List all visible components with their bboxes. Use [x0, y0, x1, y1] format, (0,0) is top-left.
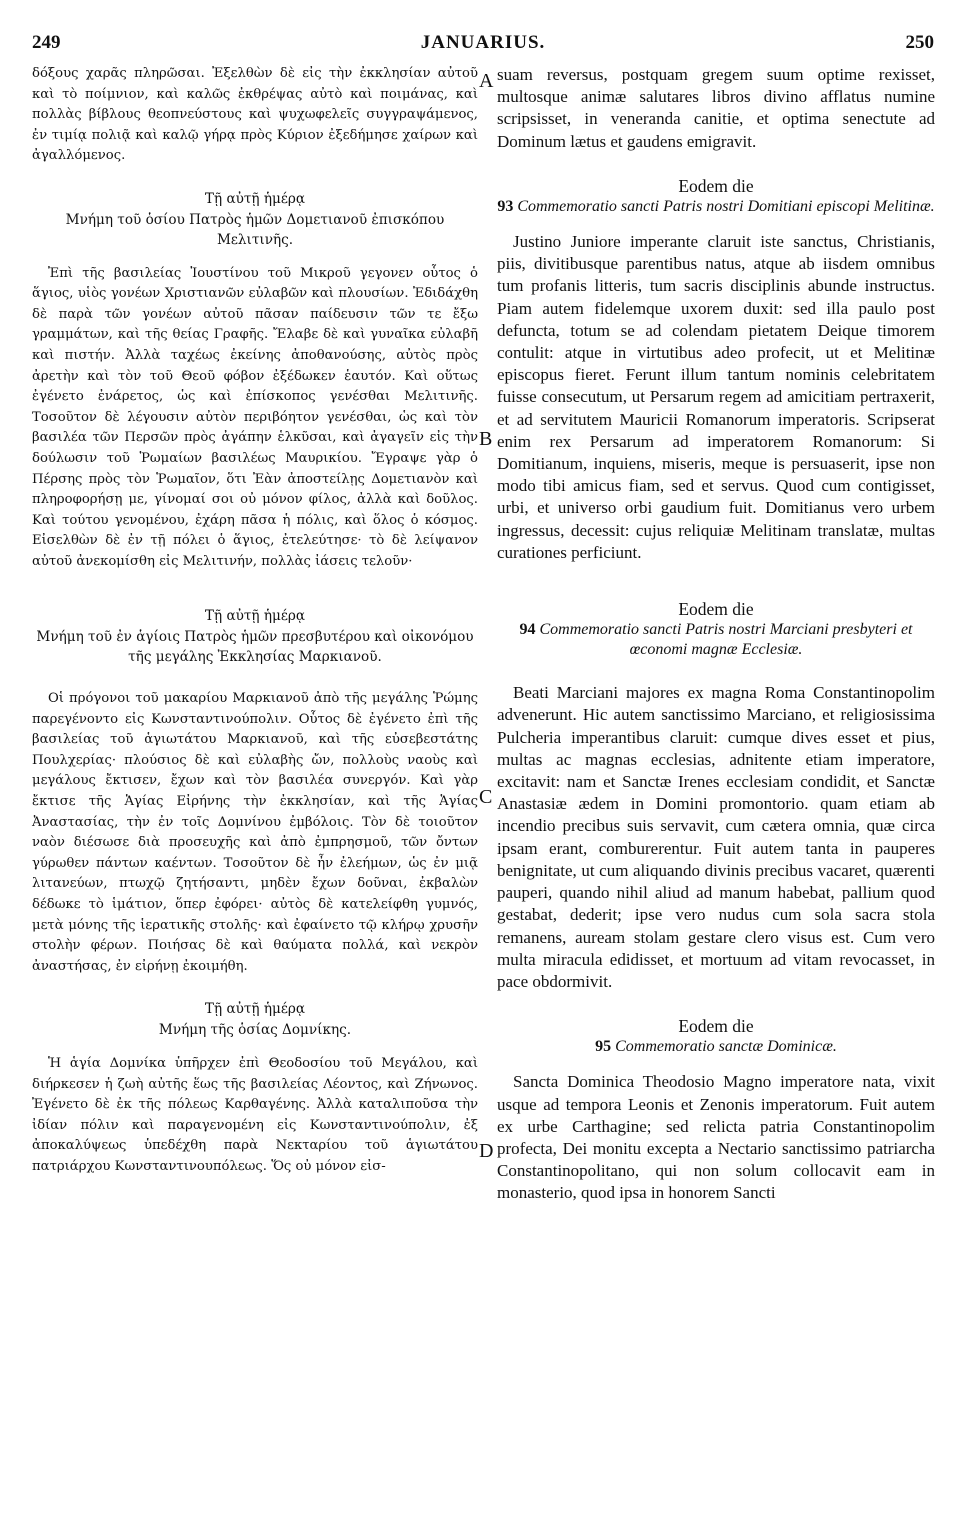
entry-title-text: Commemoratio sanctæ Dominicæ.: [615, 1038, 837, 1056]
latin-day-heading: Eodem die: [678, 175, 754, 196]
latin-paragraph: Justino Juniore imperante claruit iste sanctus, Christianis, piis, divitibusque parentibus natus, atque ab iisdem omnibus tum profanis litteris, tum sacris disciplinis abunde instructus. Piam autem fidelemque uxorem duxit: sed illa paulo post defuncta, totum se ad colendam pietatem Deique timorem contulit: atque in virtutibus adeo profecit, ut et Melitinæ episcopus fieret. Ferunt illum tantum nominis celebritatem fuisse consecutum, ut Persarum regem ad amicitiam pertraxerit, et ad servitutem Mauricii Romanorum imperatoris. Scripserat enim rex Persarum ad imperatorem Romanorum: Si Domitianum, inquiens, miseris, meque is persuaserit, ipse non modo tibi amicus fiam, sed et servus. Quod cum contigisset, urbi, et universo orbi gaudium fuit. Domitianus vero urbem ingressus, decessit: cujus reliquiæ Melitinam translatæ, multas curationes perficiunt.: [497, 232, 935, 562]
running-title: JANUARIUS.: [420, 32, 546, 53]
greek-column: [32, 64, 478, 1178]
latin-entry-title: [497, 620, 935, 660]
latin-paragraph: Sancta Dominica Theodosio Magno imperatore nata, vixit usque ad tempora Leonis et Zenonis imperatorum. Fuit autem ex urbe Carthagine; sed relicta patria Constantinopolim profecta, Dei monitu excepta a Nectario sanctissimo patriarcha Constantinopolitano, qui non solum collocavit eam in monasterio, quod ipsa in honorem Sancti: [497, 1072, 935, 1203]
margin-letter-b: B: [479, 428, 493, 450]
greek-day-heading: Τῇ αὐτῇ ἡμέρᾳ: [204, 608, 306, 625]
margin-letter-d: D: [479, 1140, 494, 1162]
margin-letter-a: A: [479, 70, 494, 92]
latin-paragraph: suam reversus, postquam gregem suum optime rexisset, multosque animæ salutares libros divino afflatus numine scripsisset, in veneranda canitie, et optima senectute ad Dominum lætus et gaudens emigravit.: [497, 65, 935, 151]
entry-title-text: Commemoratio sancti Patris nostri Marciani presbyteri et œconomi magnæ Ecclesiæ.: [539, 621, 913, 659]
greek-day-heading: Τῇ αὐτῇ ἡμέρᾳ: [204, 1001, 306, 1018]
entry-number: 95: [595, 1038, 612, 1056]
page-number-left: 249: [32, 32, 61, 53]
latin-entry-title: [497, 1037, 935, 1057]
page-number-right: 250: [905, 32, 934, 53]
latin-column: [497, 64, 935, 1205]
latin-day-heading: Eodem die: [678, 1016, 754, 1037]
greek-day-heading: Τῇ αὐτῇ ἡμέρᾳ: [204, 190, 306, 207]
entry-number: 93: [497, 198, 514, 216]
greek-paragraph: Ἡ ἁγία Δομνίκα ὑπῆρχεν ἐπὶ Θεοδοσίου τοῦ Μεγάλου, καὶ διήρκεσεν ἡ ζωὴ αὐτῆς ἕως τῆς βασιλείας Λέοντος, καὶ Ζήνωνος. Ἐγένετο δὲ ἐκ τῆς πόλεως Καρθαγένης. Ἀλλὰ καταλιποῦσα τὴν ἰδίαν πόλιν καὶ παραγενομένη εἰς Κωνσταντινούπολιν, ἐξ ἀποκαλύψεως ὑπεδέχθη παρὰ Νεκταρίου τοῦ ἁγιωτάτου πατριάρχου Κωνσταντινουπόλεως. Ὅς οὐ μόνον εἰσ-: [32, 1055, 478, 1174]
greek-paragraph: Οἱ πρόγονοι τοῦ μακαρίου Μαρκιανοῦ ἀπὸ τῆς μεγάλης Ῥώμης παρεγένοντο εἰς Κωνσταντινούπολιν. Οὗτος δὲ ἐγένετο ἐπὶ τῆς βασιλείας τοῦ ἁγιωτάτου Μαρκιανοῦ, καὶ τῆς εὐσεβεστάτης Πουλχερίας· πλούσιος δὲ καὶ εὐλαβὴς ὤν, πολλοὺς ναοὺς καὶ μεγάλους ἔκτισεν, ἔχων καὶ τὸν βασιλέα συνεργόν. Καὶ γὰρ ἔκτισε τῆς Ἁγίας Εἰρήνης τὴν ἐκκλησίαν, καὶ τῆς Ἁγίας Ἀναστασίας, τὴν ἐν τοῖς Δομνίνου ἐμβόλοις. Τὸν δὲ τοιοῦτον ναὸν διέσωσε διὰ προσευχῆς καὶ ἀπὸ ἐμπρησμοῦ, τῶν ὄντων γύρωθεν πάντων καέντων. Τοσοῦτον δὲ ἦν ἐλεήμων, ὡς ἐν μιᾷ λιτανεύων, πτωχῷ ζητήσαντι, μηδὲν ἔχων δοῦναι, ἐκβαλὼν δέδωκε τὸ ἱμάτιον, ὅπερ ἐφόρει· αὐτὸς δὲ κατελείφθη γυμνός, μετὰ μόνης τῆς ἱερατικῆς στολῆς· καὶ ἐφαίνετο τῷ κλήρῳ χρυσῆν στολὴν φέρων. Ποιήσας δὲ καὶ θαύματα πολλά, καὶ νεκρὸν ἀναστήσας, ἐν εἰρήνῃ ἐκοιμήθη.: [32, 691, 478, 974]
latin-paragraph: Beati Marciani majores ex magna Roma Constantinopolim advenerunt. Hic autem sanctissimo Marciano, et religiosissima Pulcheria imperantibus claruit: cumque dives esset et pius, multas ac magnas ecclesias, adnitente etiam imperatore, excitavit: nam et Sanctæ Irenes ecclesiam condidit, et Sanctæ Anastasiæ ædem in Domini promontorio. quam etiam ab incendio precibus suis servavit, cum cætera omnia, quæ circa ipsam erant, comburerentur. Fuit autem tanta in pauperes benignitate, ut cum aliquando divinis precibus vacaret, quærenti pauperi, quando nihil aliud ad manum habebat, pallium quod gestabat, dederit; ipse vero nudus cum sola sacra stola remanens, auream stolam gestare clero visus est. Cum vero multa miracula edidisset, et mortuum ad vitam revocasset, in pace obdormivit.: [497, 683, 935, 991]
latin-entry-title: [497, 197, 935, 217]
greek-paragraph: Ἐπὶ τῆς βασιλείας Ἰουστίνου τοῦ Μικροῦ γεγονεν οὗτος ὁ ἅγιος, υἱὸς γονέων Χριστιανῶν εὐλαβῶν καὶ πλουσίων. Ἐδιδάχθη δὲ παρὰ τῶν γονέων αὐτοῦ πᾶσαν παίδευσιν τῶν τε ἔξω γραμμάτων, καὶ τῆς θείας Γραφῆς. Ἔλαβε δὲ καὶ γυναῖκα εὐλαβῆ καὶ πιστήν. Ἀλλὰ ταχέως ἐκείνης ἀποθανούσης, αὐτὸς πρὸς ἀρετὴν καὶ τὸν τοῦ Θεοῦ φόβον ἐξέδωκεν ἑαυτόν. Καὶ οὕτως ἐγένετο ἐνάρετος, ὡς καὶ ἐπίσκοπος γενέσθαι Μελιτινῆς. Τοσοῦτον δὲ λέγουσιν αὐτὸν περιβόητον γενέσθαι, ὡς καὶ τὸν βασιλέα τῶν Περσῶν πρὸς ἀγάπην ἑλκῦσαι, καὶ ἀγαγεῖν εἰς τὴν δούλωσιν τοῦ Ῥωμαίων βασιλέως Μαυρικίου. Ἔγραψε γὰρ ὁ Πέρσης πρὸς τὸν Ῥωμαῖον, ὅτι Ἐὰν ἀποστείλῃς Δομετιανὸν καὶ πληροφορήσῃ με, γίνομαί σοι οὐ μόνον φίλος, ἀλλὰ καὶ δοῦλος. Καὶ τούτου γενομένου, ἐχάρη πᾶσα ἡ πόλις, καὶ ὅλος ὁ κόσμος. Εἰσελθὼν δὲ ἐν τῇ πόλει ὁ ἅγιος, ἐτελεύτησε· τὸ δὲ λείψανον αὐτοῦ ἀνεκομίσθη εἰς Μελιτινήν, πολλὰς ἰάσεις τελοῦν·: [32, 265, 478, 569]
greek-entry-title: Μνήμη τοῦ ἐν ἁγίοις Πατρὸς ἡμῶν πρεσβυτέρου καὶ οἰκονόμου τῆς μεγάλης Ἐκκλησίας Μαρκιανοῦ.: [36, 629, 474, 666]
entry-title-text: Commemoratio sancti Patris nostri Domitiani episcopi Melitinæ.: [517, 198, 935, 216]
page-header: [32, 32, 934, 62]
margin-letter-c: C: [479, 786, 493, 808]
entry-number: 94: [519, 621, 536, 639]
greek-paragraph: δόξους χαρᾶς πληρῶσαι. Ἐξελθὼν δὲ εἰς τὴν ἐκκλησίαν αὐτοῦ καὶ τὸ ποίμνιον, καὶ καλῶς ἐκθρέψας αὐτὸ καὶ ποιμάνας, καὶ πολλὰς βίβλους θεοπνεύστους καὶ ψυχωφελεῖς συγγραψάμενος, ἐν τιμίᾳ πολιᾷ καὶ καλῷ γήρᾳ πρὸς Κύριον ἐξεδήμησε χαίρων καὶ ἀγαλλόμενος.: [32, 66, 478, 164]
greek-entry-title: Μνήμη τοῦ ὁσίου Πατρὸς ἡμῶν Δομετιανοῦ ἐπισκόπου Μελιτινῆς.: [65, 211, 445, 248]
latin-day-heading: Eodem die: [678, 599, 754, 620]
greek-entry-title: Μνήμη τῆς ὁσίας Δομνίκης.: [158, 1021, 352, 1038]
